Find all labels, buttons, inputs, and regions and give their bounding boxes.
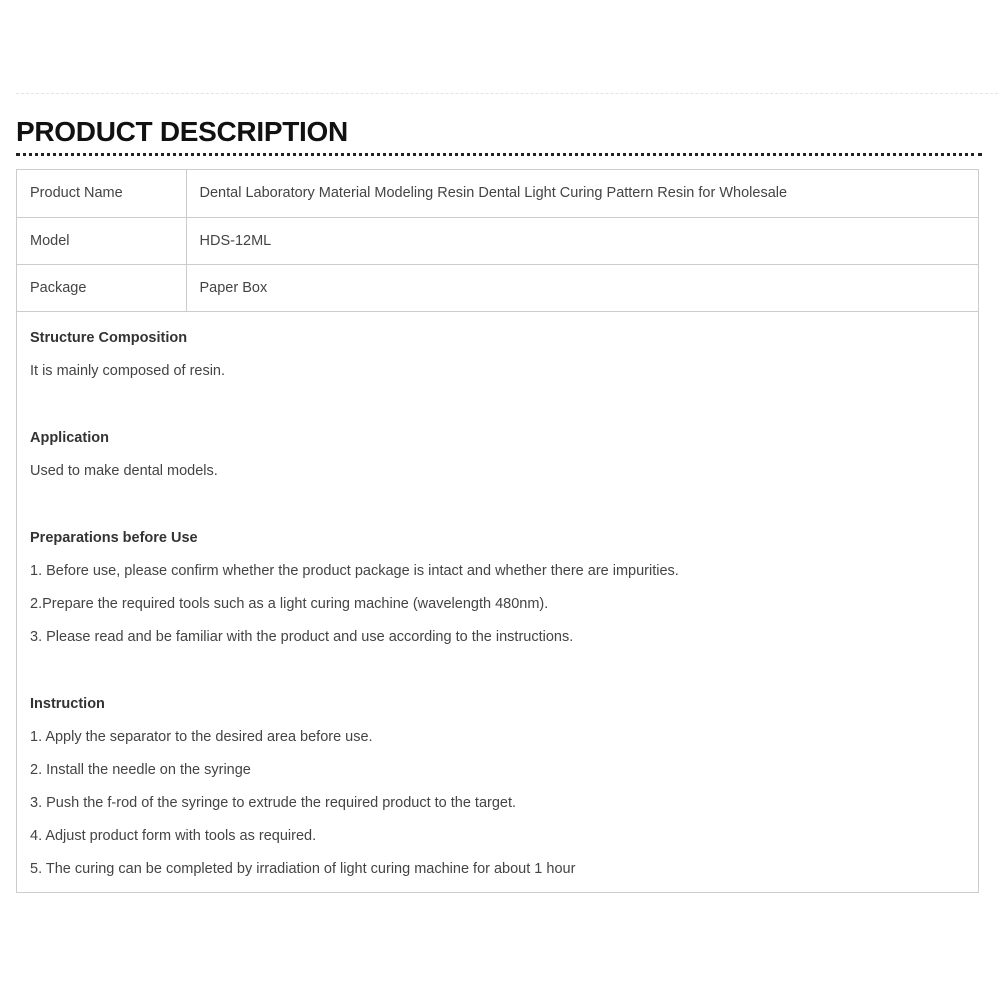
section-heading: Instruction bbox=[30, 695, 105, 712]
section-application bbox=[30, 422, 965, 488]
section-line: 1. Apply the separator to the desired area before use. bbox=[30, 728, 373, 745]
section-line: 4. Adjust product form with tools as required. bbox=[30, 827, 317, 844]
section-instruction bbox=[30, 688, 965, 886]
section-line: Used to make dental models. bbox=[30, 462, 218, 479]
product-details bbox=[17, 312, 978, 886]
section-line: 2.Prepare the required tools such as a light curing machine (wavelength 480nm). bbox=[30, 595, 549, 612]
spec-label: Product Name bbox=[17, 170, 186, 217]
section-line: It is mainly composed of resin. bbox=[30, 362, 226, 379]
spec-label: Model bbox=[17, 217, 186, 264]
section-line: 3. Push the f-rod of the syringe to extrude the required product to the target. bbox=[30, 794, 517, 811]
spec-label: Package bbox=[17, 264, 186, 311]
section-structure-composition bbox=[30, 322, 965, 388]
section-heading: Preparations before Use bbox=[30, 529, 198, 546]
spec-row-model bbox=[17, 217, 978, 264]
section-line: 5. The curing can be completed by irradiation of light curing machine for about 1 hour bbox=[30, 860, 576, 877]
spec-value: Dental Laboratory Material Modeling Resin Dental Light Curing Pattern Resin for Wholesale bbox=[186, 170, 978, 217]
section-line: 3. Please read and be familiar with the product and use according to the instructions. bbox=[30, 628, 574, 645]
section-line: 2. Install the needle on the syringe bbox=[30, 761, 251, 778]
spec-row-package bbox=[17, 264, 978, 311]
section-preparations-before-use bbox=[30, 522, 965, 654]
spec-row-product-name bbox=[17, 170, 978, 217]
spec-value: Paper Box bbox=[186, 264, 978, 311]
section-heading: Structure Composition bbox=[30, 329, 188, 346]
top-divider bbox=[16, 93, 998, 94]
title-underline bbox=[16, 153, 982, 156]
section-line: 1. Before use, please confirm whether the product package is intact and whether there are impurities. bbox=[30, 562, 679, 579]
product-spec-table bbox=[16, 169, 979, 893]
spec-value: HDS-12ML bbox=[186, 217, 978, 264]
spec-rows bbox=[17, 170, 978, 312]
section-heading: Application bbox=[30, 429, 109, 446]
page-title: PRODUCT DESCRIPTION bbox=[16, 116, 348, 147]
